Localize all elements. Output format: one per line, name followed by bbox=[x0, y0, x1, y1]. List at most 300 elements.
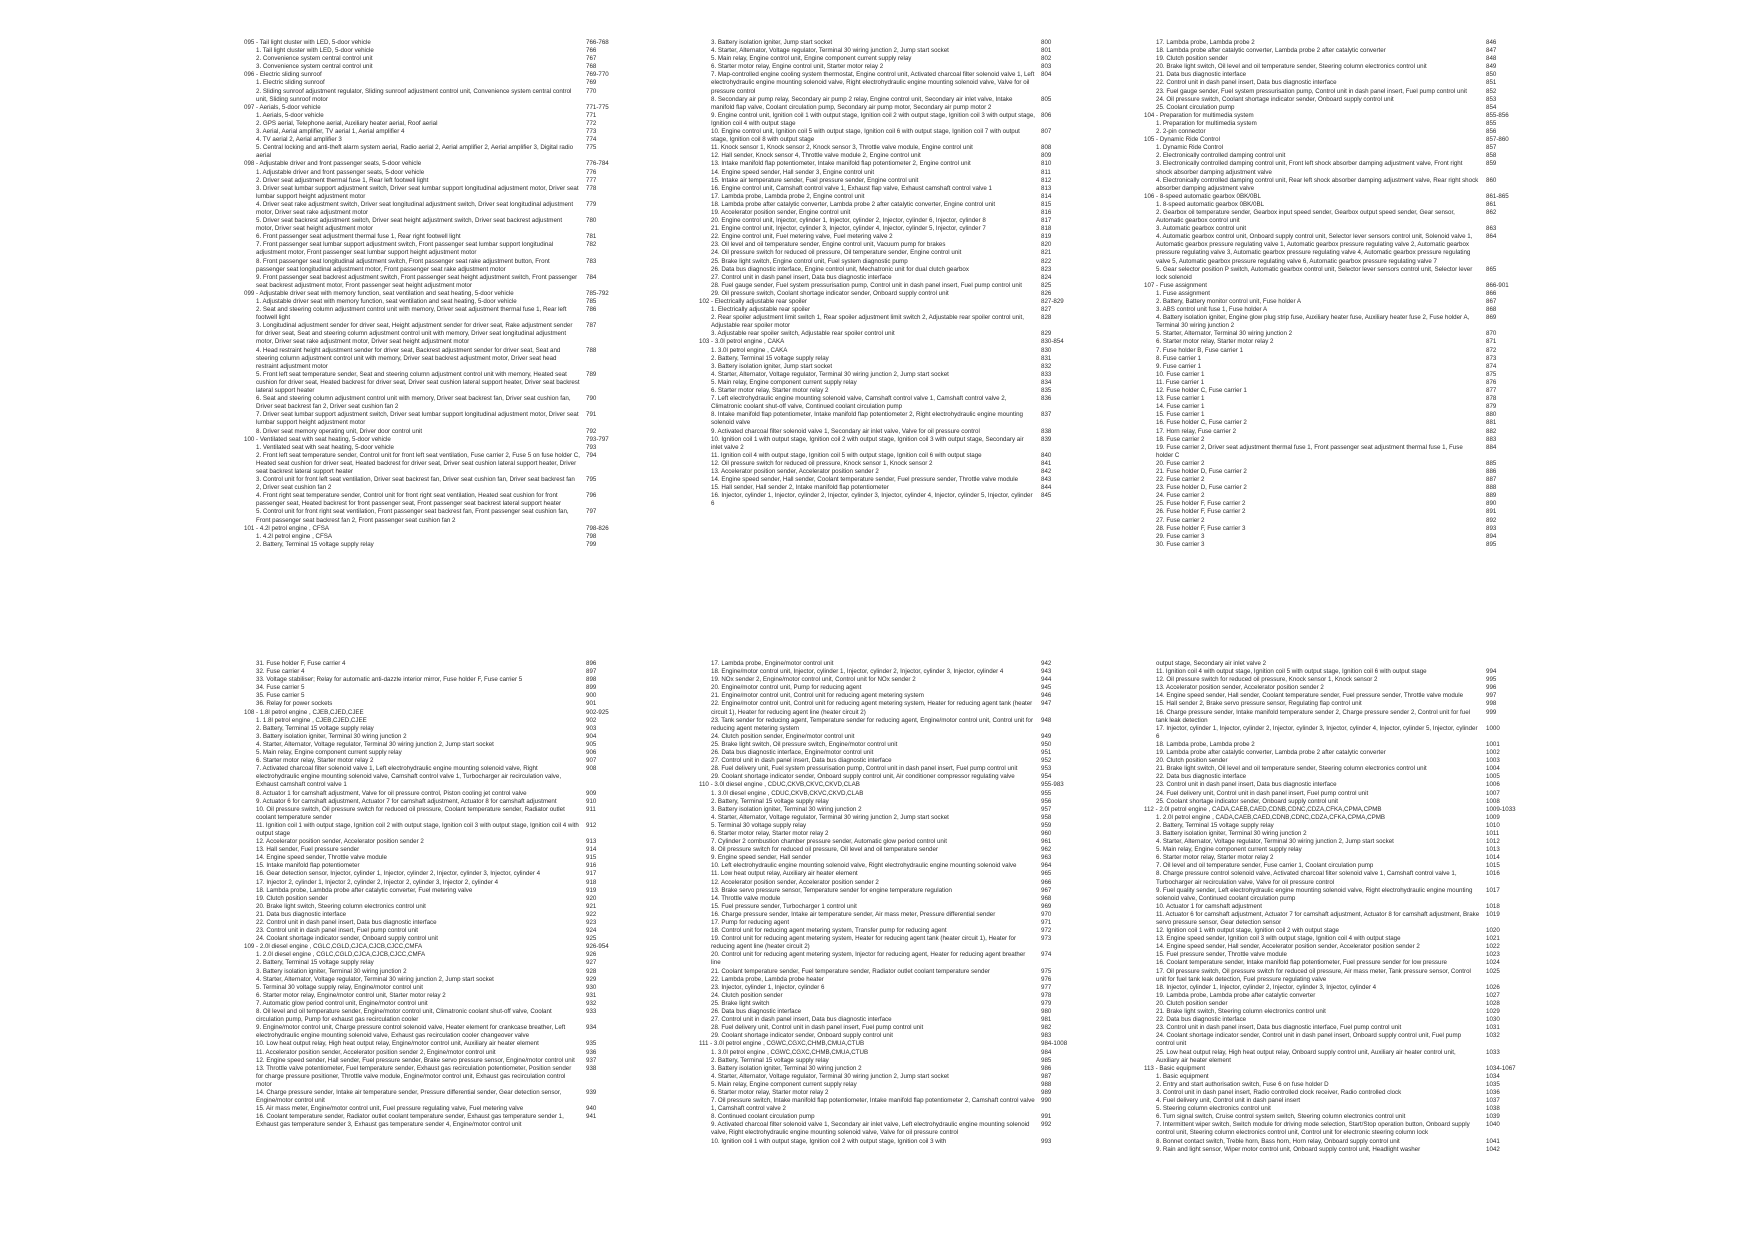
index-column-2 bbox=[699, 39, 1071, 508]
entry-title: 9. Engine/motor control unit, Charge pressure control solenoid valve, Heater element for crankcase breather, Left electrohydraulic engine mounting solenoid valve, Exhaust gas recirculation cooler changeover valve bbox=[256, 1024, 566, 1040]
entry-title: 25. Coolant shortage indicator sender, Onboard supply control unit bbox=[1156, 797, 1338, 805]
page-number: 985 bbox=[1041, 1056, 1052, 1064]
index-entry-row bbox=[244, 63, 616, 71]
entry-title: 34. Fuse carrier 5 bbox=[256, 684, 305, 692]
index-entry-row bbox=[699, 241, 1071, 249]
page-number: 889 bbox=[1486, 492, 1497, 500]
entry-title: 4. Starter, Alternator, Voltage regulator, Terminal 30 wiring junction 2, Jump start socket bbox=[256, 740, 494, 748]
entry-title: 23. Control unit in dash panel insert, Data bus diagnostic interface bbox=[1156, 781, 1337, 789]
entry-title: 1. Adjustable driver seat with memory function, seat ventilation and seat heating, 5-door vehicle bbox=[256, 298, 517, 305]
index-entry-row bbox=[1144, 63, 1516, 71]
page-number: 833 bbox=[1041, 370, 1052, 378]
page-number: 988 bbox=[1041, 1080, 1052, 1088]
index-entry-row bbox=[244, 765, 616, 789]
entry-title: 1. Electric sliding sunroof bbox=[256, 79, 325, 87]
index-entry-row bbox=[699, 209, 1071, 217]
entry-title: 3. ABS control unit fuse 1, Fuse holder A bbox=[1156, 306, 1268, 314]
entry-title: 15. Fuse carrier 1 bbox=[1156, 411, 1205, 419]
entry-title: 19. Clutch position sender bbox=[256, 894, 328, 902]
index-entry-row bbox=[1144, 765, 1516, 773]
entry-title: 4. Starter, Alternator, Voltage regulator, Terminal 30 wiring junction 2, Jump start socket bbox=[711, 370, 949, 378]
index-entry-row bbox=[1144, 1113, 1516, 1121]
entry-title: 3. Battery isolation igniter, Jump start socket bbox=[711, 39, 833, 46]
entry-title: 29. Coolant shortage indicator sender, Onboard supply control unit bbox=[711, 1032, 893, 1040]
index-entry-row bbox=[1144, 88, 1516, 96]
index-entry-row bbox=[244, 1089, 616, 1105]
page-number: 768 bbox=[586, 63, 597, 71]
page-number: 794 bbox=[586, 451, 597, 459]
entry-title: 4. Driver seat rake adjustment switch, Driver seat longitudinal adjustment switch, Driver seat longitudinal adjustment motor, Driver seat rake adjustment motor bbox=[256, 200, 574, 216]
page-number: 769 bbox=[586, 79, 597, 87]
index-entry-row bbox=[244, 258, 616, 274]
index-entry-row bbox=[244, 992, 616, 1000]
page-number: 927 bbox=[586, 959, 597, 967]
page-number: 800 bbox=[1041, 39, 1052, 46]
index-entry-row bbox=[1144, 436, 1516, 444]
index-entry-row bbox=[699, 249, 1071, 257]
page-number: 770 bbox=[586, 87, 597, 95]
page-number: 1019 bbox=[1486, 910, 1500, 918]
section-title: 106 - 8-speed automatic gearbox 0BK/0BL bbox=[1144, 192, 1261, 200]
page-number: 899 bbox=[586, 684, 597, 692]
page-number: 996 bbox=[1486, 684, 1497, 692]
entry-title: 28. Fuel delivery unit, Fuel system pressurisation pump, Control unit in dash panel insert, Fuel pump control unit bbox=[711, 765, 1018, 773]
page-number: 938 bbox=[586, 1064, 597, 1072]
entry-title: 27. Control unit in dash panel insert, Data bus diagnostic interface bbox=[711, 1016, 892, 1024]
index-entry-row bbox=[1144, 387, 1516, 395]
entry-title: 11. Fuse carrier 1 bbox=[1156, 378, 1205, 386]
entry-title: 25. Low heat output relay, High heat output relay, Onboard supply control unit, Auxiliary air heater control unit, Auxiliary air heater element bbox=[1156, 1048, 1456, 1064]
index-entry-row bbox=[1144, 854, 1516, 862]
entry-title: 20. Brake light switch, Steering column electronics control unit bbox=[256, 902, 426, 910]
index-entry-row bbox=[244, 306, 616, 322]
page-number: 944 bbox=[1041, 676, 1052, 684]
page-number: 857-860 bbox=[1486, 136, 1509, 144]
index-entry-row bbox=[699, 1024, 1071, 1032]
section-title: 105 - Dynamic Ride Control bbox=[1144, 136, 1220, 144]
index-entry-row bbox=[1144, 533, 1516, 541]
section-heading-row bbox=[1144, 112, 1516, 120]
page-number: 999 bbox=[1486, 708, 1497, 716]
entry-title: 20. Brake light switch, Oil level and oil temperature sender, Steering column electronics control unit bbox=[1156, 63, 1427, 71]
index-entry-row bbox=[244, 533, 616, 541]
entry-title: 33. Voltage stabiliser; Relay for automatic anti-dazzle interior mirror, Fuse holder F, Fuse carrier 5 bbox=[256, 676, 523, 684]
entry-title: 12. Hall sender, Knock sensor 4, Throttle valve module 2, Engine control unit bbox=[711, 152, 921, 160]
page-number: 1030 bbox=[1486, 1016, 1500, 1024]
index-entry-row bbox=[1144, 1073, 1516, 1081]
page-number: 894 bbox=[1486, 532, 1497, 540]
page-number: 892 bbox=[1486, 516, 1497, 524]
index-entry-row bbox=[1144, 314, 1516, 330]
entry-title: 7. Activated charcoal filter solenoid valve 1, Left electrohydraulic engine mounting solenoid valve, Right electrohydraulic engine mounting solenoid valve, Camshaft control valve 1, Turbocharger air recirculation valve, Exhaust camshaft control valve 1 bbox=[256, 765, 562, 789]
page-number: 828 bbox=[1041, 314, 1052, 322]
index-entry-row bbox=[244, 895, 616, 903]
index-entry-row bbox=[1144, 419, 1516, 427]
page-number: 865 bbox=[1486, 265, 1497, 273]
index-entry-row bbox=[699, 668, 1071, 676]
entry-title: 4. Electronically controlled damping control unit, Rear left shock absorber damping adjustment valve, Rear right shock absorber damping adjustment valve bbox=[1156, 176, 1479, 192]
entry-title: 5. Front left seat temperature sender, Seat and steering column adjustment control unit with memory, Heated seat cushion for driver seat, Heated backrest for driver seat, Driver seat cushion lateral support heater, Driver seat backrest lateral support heater bbox=[256, 370, 580, 395]
entry-title: 3. Longitudinal adjustment sender for driver seat, Height adjustment sender for driver seat, Rake adjustment sender for driver seat, Seat and steering column adjustment control unit with memory, Driver seat longitudinal adjustment motor, Driver seat rake adjustment motor, Driver seat height adjustment motor bbox=[256, 322, 573, 346]
entry-title: 26. Data bus diagnostic interface, Engine control unit, Mechatronic unit for dual clutch gearbox bbox=[711, 265, 969, 273]
index-entry-row bbox=[1144, 71, 1516, 79]
page-number: 1012 bbox=[1486, 838, 1500, 846]
index-entry-row bbox=[699, 160, 1071, 168]
index-entry-row bbox=[244, 177, 616, 185]
entry-title: 3. Driver seat lumbar support adjustment switch, Driver seat lumbar support longitudinal adjustment motor, Driver seat lumbar support height adjustment motor bbox=[256, 184, 579, 200]
index-entry-row bbox=[699, 806, 1071, 814]
index-entry-row bbox=[244, 444, 616, 452]
page-number: 951 bbox=[1041, 749, 1052, 757]
page-number: 952 bbox=[1041, 757, 1052, 765]
page-number: 886 bbox=[1486, 467, 1497, 475]
index-entry-row bbox=[244, 919, 616, 927]
index-entry-row bbox=[699, 128, 1071, 144]
index-entry-row bbox=[1144, 177, 1516, 193]
index-entry-row bbox=[699, 266, 1071, 274]
page-number: 857 bbox=[1486, 144, 1497, 152]
index-entry-row bbox=[699, 660, 1071, 668]
entry-title: 30. Fuse carrier 3 bbox=[1156, 540, 1205, 548]
page-number: 893 bbox=[1486, 524, 1497, 532]
index-entry-row bbox=[1144, 517, 1516, 525]
page-number: 877 bbox=[1486, 387, 1497, 395]
index-entry-row bbox=[699, 684, 1071, 692]
page-number: 1005 bbox=[1486, 773, 1500, 781]
index-entry-row bbox=[244, 903, 616, 911]
index-entry-row bbox=[244, 749, 616, 757]
entry-title: 7. Cylinder 2 combustion chamber pressure sender, Automatic glow period control unit bbox=[711, 838, 947, 846]
index-entry-row bbox=[1144, 541, 1516, 549]
index-entry-row bbox=[699, 314, 1071, 330]
page-number: 852 bbox=[1486, 87, 1497, 95]
entry-title: 7. Intermittent wiper switch, Switch module for driving mode selection, Start/Stop operation button, Onboard supply control unit, Steering column electronics control unit, Control unit for electronic steering column lock bbox=[1156, 1121, 1470, 1137]
page-number: 780 bbox=[586, 217, 597, 225]
index-entry-row bbox=[1144, 887, 1516, 903]
entry-title: 13. Intake manifold flap potentiometer, Intake manifold flap potentiometer 2, Engine control unit bbox=[711, 160, 971, 168]
index-entry-row bbox=[244, 951, 616, 959]
entry-title: 4. Starter, Alternator, Voltage regulator, Terminal 30 wiring junction 2, Jump start socket bbox=[711, 813, 949, 821]
index-entry-row bbox=[1144, 355, 1516, 363]
entry-title: 3. Battery isolation igniter, Terminal 30 wiring junction 2 bbox=[711, 1064, 862, 1072]
page-number: 984 bbox=[1041, 1048, 1052, 1056]
entry-title: 1. Preparation for multimedia system bbox=[1156, 119, 1257, 127]
entry-title: 25. Fuse holder F, Fuse carrier 2 bbox=[1156, 500, 1246, 508]
entry-title: 4. Automatic gearbox control unit, Onboard supply control unit, Selector lever sensors control unit, Solenoid valve 1, Automatic gearbox pressure regulating valve 1, Automatic gearbox pressure regulating valve 2, Automatic gearbox pressure regulating valve 3, Automatic gearbox pressure regulating valve 4, Automatic gearbox pressure regulating valve 5, Automatic gearbox pressure regulating valve 6, Automatic gearbox pressure regulating valve 7 bbox=[1156, 233, 1473, 265]
entry-title: 24. Fuel delivery unit, Control unit in dash panel insert, Fuel pump control unit bbox=[1156, 789, 1369, 797]
index-entry-row bbox=[244, 411, 616, 427]
index-entry-row bbox=[699, 112, 1071, 128]
index-column-6 bbox=[1144, 660, 1516, 1154]
page-number: 801 bbox=[1041, 47, 1052, 55]
index-entry-row bbox=[1144, 96, 1516, 104]
entry-title: 23. Fuse holder D, Fuse carrier 2 bbox=[1156, 484, 1247, 492]
index-entry-row bbox=[699, 733, 1071, 741]
entry-title: 15. Intake manifold flap potentiometer bbox=[256, 862, 360, 870]
index-entry-row bbox=[244, 144, 616, 160]
page-number: 945 bbox=[1041, 684, 1052, 692]
page-number: 913 bbox=[586, 838, 597, 846]
page-number: 948 bbox=[1041, 716, 1052, 724]
page-number: 930 bbox=[586, 983, 597, 991]
page-number: 929 bbox=[586, 975, 597, 983]
index-entry-row bbox=[1144, 444, 1516, 460]
index-entry-row bbox=[1144, 830, 1516, 838]
index-entry-row bbox=[244, 541, 616, 549]
entry-title: 2. 2-pin connector bbox=[1156, 128, 1206, 136]
section-title: 104 - Preparation for multimedia system bbox=[1144, 111, 1254, 119]
entry-title: 5. Main relay, Engine component current supply relay bbox=[1156, 846, 1302, 854]
page-number: 896 bbox=[586, 660, 597, 667]
index-entry-row bbox=[1144, 411, 1516, 419]
page-number: 1027 bbox=[1486, 991, 1500, 999]
entry-title: 3. Convenience system central control unit bbox=[256, 63, 373, 71]
entry-title: 2. Driver seat adjustment thermal fuse 1, Rear left footwell light bbox=[256, 176, 429, 184]
entry-title: 1. Ventilated seat with seat heating, 5-door vehicle bbox=[256, 443, 394, 451]
entry-title: 15. Intake air temperature sender, Fuel pressure sender, Engine control unit bbox=[711, 176, 919, 184]
index-entry-row bbox=[1144, 104, 1516, 112]
entry-title: 9. Fuse carrier 1 bbox=[1156, 362, 1202, 370]
index-entry-row bbox=[699, 387, 1071, 395]
page-number: 906 bbox=[586, 749, 597, 757]
index-entry-row bbox=[1144, 1089, 1516, 1097]
index-entry-row bbox=[699, 992, 1071, 1000]
index-entry-row bbox=[1144, 903, 1516, 911]
page-number: 954 bbox=[1041, 773, 1052, 781]
index-entry-row bbox=[244, 428, 616, 436]
page-number: 972 bbox=[1041, 927, 1052, 935]
index-entry-row bbox=[1144, 935, 1516, 943]
page-number: 792 bbox=[586, 427, 597, 435]
page-number: 907 bbox=[586, 757, 597, 765]
entry-title: 11. Low heat output relay, Auxiliary air heater element bbox=[711, 870, 858, 878]
entry-title: 12. Engine speed sender, Hall sender, Fuel pressure sender, Brake servo pressure sensor, Engine/motor control unit bbox=[256, 1056, 575, 1064]
index-entry-row bbox=[699, 1049, 1071, 1057]
page-number: 821 bbox=[1041, 249, 1052, 257]
index-entry-row bbox=[1144, 395, 1516, 403]
index-entry-row bbox=[699, 765, 1071, 773]
entry-title: 22. Data bus diagnostic interface bbox=[1156, 773, 1247, 781]
page-number: 803 bbox=[1041, 63, 1052, 71]
page-number: 827-829 bbox=[1041, 298, 1064, 305]
index-entry-row bbox=[1144, 508, 1516, 516]
page-number: 939 bbox=[586, 1088, 597, 1096]
index-entry-row bbox=[244, 846, 616, 854]
page-number: 964 bbox=[1041, 862, 1052, 870]
entry-title: 10. Oil pressure switch, Oil pressure switch for reduced oil pressure, Coolant temperature sender, Radiator outlet coolant temperature sender bbox=[256, 805, 565, 821]
entry-title: 23. Oil level and oil temperature sender, Engine control unit, Vacuum pump for brakes bbox=[711, 241, 946, 249]
entry-title: 6. Starter motor relay, Engine control unit, Starter motor relay 2 bbox=[711, 63, 884, 71]
page-number: 943 bbox=[1041, 668, 1052, 676]
entry-title: 13. Accelerator position sender, Accelerator position sender 2 bbox=[711, 467, 879, 475]
entry-title: 23. Control unit in dash panel insert, Fuel pump control unit bbox=[256, 927, 418, 935]
page-number: 890 bbox=[1486, 500, 1497, 508]
page-number: 911 bbox=[586, 805, 596, 813]
index-entry-row bbox=[1144, 911, 1516, 927]
page-number: 923 bbox=[586, 919, 597, 926]
entry-title: 10. Actuator 1 for camshaft adjustment bbox=[1156, 902, 1262, 910]
entry-title: 1. Fuse assignment bbox=[1156, 289, 1210, 297]
entry-title: 5. Starter, Alternator, Terminal 30 wiring junction 2 bbox=[1156, 330, 1293, 338]
page-number: 947 bbox=[1041, 700, 1052, 708]
page-number: 914 bbox=[586, 846, 597, 854]
page-number: 912 bbox=[586, 821, 597, 829]
entry-title: 25. Brake light switch, Engine control unit, Fuel system diagnostic pump bbox=[711, 257, 908, 265]
index-entry-row bbox=[244, 169, 616, 177]
page-number: 1039 bbox=[1486, 1113, 1500, 1121]
entry-title: 6. Starter motor relay, Starter motor relay 2 bbox=[1156, 854, 1274, 862]
page-number: 813 bbox=[1041, 184, 1052, 192]
page-number: 921 bbox=[586, 902, 597, 910]
section-title: 112 - 2.0l petrol engine , CADA,CAEB,CAED,CDNB,CDNC,CDZA,CFKA,CPMA,CPMB bbox=[1144, 805, 1382, 813]
index-entry-row bbox=[244, 128, 616, 136]
entry-title: 9. Actuator 6 for camshaft adjustment, Actuator 7 for camshaft adjustment, Actuator 8 for camshaft adjustment bbox=[256, 797, 557, 805]
index-entry-row bbox=[699, 290, 1071, 298]
entry-title: 18. Injector, cylinder 1, Injector, cylinder 2, Injector, cylinder 3, Injector, cylinder 4 bbox=[1156, 983, 1377, 991]
index-entry-row bbox=[699, 371, 1071, 379]
page-number: 941 bbox=[586, 1113, 597, 1121]
entry-title: 8. Driver seat memory operating unit, Driver door control unit bbox=[256, 427, 423, 435]
page-number: 926 bbox=[586, 951, 597, 959]
entry-title: 12. Accelerator position sender, Accelerator position sender 2 bbox=[256, 838, 424, 846]
page-number: 788 bbox=[586, 346, 597, 354]
index-entry-row bbox=[699, 193, 1071, 201]
entry-title: 29. Fuse carrier 3 bbox=[1156, 532, 1205, 540]
page-number: 795 bbox=[586, 476, 597, 484]
page-number: 977 bbox=[1041, 983, 1052, 991]
entry-title: 1. 4.2l petrol engine , CFSA bbox=[256, 532, 333, 540]
entry-title: 18. Engine/motor control unit, Injector, cylinder 1, Injector, cylinder 2, Injector, cylinder 3, Injector, cylinder 4 bbox=[711, 668, 1004, 676]
index-entry-row bbox=[244, 371, 616, 395]
page-number: 918 bbox=[586, 878, 597, 886]
index-entry-row bbox=[1144, 1138, 1516, 1146]
entry-title: 11. Accelerator position sender, Accelerator position sender 2, Engine/motor control unit bbox=[256, 1048, 496, 1056]
page-number: 818 bbox=[1041, 225, 1052, 233]
entry-title: 28. Fuel delivery unit, Control unit in dash panel insert, Fuel pump control unit bbox=[711, 1024, 924, 1032]
page-number: 904 bbox=[586, 732, 597, 740]
index-entry-row bbox=[244, 870, 616, 878]
entry-title: 18. Lambda probe after catalytic converter, Lambda probe 2 after catalytic converter, Engine control unit bbox=[711, 200, 996, 208]
entry-title: 8. Secondary air pump relay, Secondary air pump 2 relay, Engine control unit, Secondary air inlet valve, Intake manifold flap valve, Coolant circulation pump, Secondary air pump motor, Secondary air pump motor 2 bbox=[711, 95, 1013, 111]
page-number: 1041 bbox=[1486, 1137, 1500, 1145]
index-entry-row bbox=[699, 355, 1071, 363]
entry-title: 23. Injector, cylinder 1, Injector, cylinder 6 bbox=[711, 983, 825, 991]
page-number: 845 bbox=[1041, 492, 1052, 500]
index-entry-row bbox=[244, 112, 616, 120]
page-number: 955 bbox=[1041, 789, 1052, 797]
page-number: 837 bbox=[1041, 411, 1052, 419]
section-heading-row bbox=[244, 290, 616, 298]
section-title: 111 - 3.0l petrol engine , CGWC,CGXC,CHMB,CMUA,CTUB bbox=[699, 1040, 865, 1048]
page-number: 814 bbox=[1041, 192, 1052, 200]
page-number: 834 bbox=[1041, 378, 1052, 386]
page-number: 868 bbox=[1486, 306, 1497, 314]
page-number: 860 bbox=[1486, 176, 1497, 184]
entry-title: 8. Actuator 1 for camshaft adjustment, Valve for oil pressure control, Piston cooling jet control valve bbox=[256, 789, 527, 797]
index-entry-row bbox=[1144, 725, 1516, 741]
page-number: 946 bbox=[1041, 692, 1052, 700]
index-entry-row bbox=[1144, 1049, 1516, 1065]
entry-title: 5. Main relay, Engine component current supply relay bbox=[256, 749, 402, 757]
page-number: 915 bbox=[586, 854, 597, 862]
entry-title: 20. Control unit for reducing agent metering system, Injector for reducing agent, Heater for reducing agent breather line bbox=[711, 951, 1026, 967]
page-number: 1010 bbox=[1486, 821, 1500, 829]
page-number: 867 bbox=[1486, 298, 1497, 305]
page-number: 961 bbox=[1041, 838, 1052, 846]
index-entry-row bbox=[1144, 209, 1516, 225]
index-entry-row bbox=[1144, 476, 1516, 484]
page-number: 881 bbox=[1486, 419, 1497, 427]
entry-title: 18. Lambda probe after catalytic converter, Lambda probe 2 after catalytic converter bbox=[1156, 47, 1386, 55]
page-number: 891 bbox=[1486, 508, 1497, 516]
page-number: 775 bbox=[586, 144, 597, 152]
page-number: 885 bbox=[1486, 459, 1497, 467]
index-entry-row bbox=[1144, 225, 1516, 233]
page-number: 993 bbox=[1041, 1137, 1052, 1145]
page-number: 840 bbox=[1041, 451, 1052, 459]
index-entry-row bbox=[699, 935, 1071, 951]
page-number: 982 bbox=[1041, 1024, 1052, 1032]
page-number: 969 bbox=[1041, 902, 1052, 910]
index-entry-row bbox=[244, 806, 616, 822]
page-number: 986 bbox=[1041, 1064, 1052, 1072]
page-number: 984-1008 bbox=[1041, 1040, 1068, 1048]
entry-title: 3. Automatic gearbox control unit bbox=[1156, 225, 1247, 233]
page-number: 861 bbox=[1486, 200, 1497, 208]
page-number: 838 bbox=[1041, 427, 1052, 435]
page-number: 882 bbox=[1486, 427, 1497, 435]
page-number: 786 bbox=[586, 306, 597, 314]
page-number: 897 bbox=[586, 668, 597, 676]
entry-title: 16. Charge pressure sender, Intake air temperature sender, Air mass meter, Pressure differential sender bbox=[711, 910, 996, 918]
page-number: 769-770 bbox=[586, 71, 609, 79]
entry-title: 2. GPS aerial, Telephone aerial, Auxiliary heater aerial, Roof aerial bbox=[256, 119, 438, 127]
entry-title: 2. Rear spoiler adjustment limit switch 1, Rear spoiler adjustment limit switch 2, Adjustable rear spoiler control unit, Adjustable rear spoiler motor bbox=[711, 314, 1024, 330]
entry-title: 6. Front passenger seat adjustment thermal fuse 1, Rear right footwell light bbox=[256, 233, 461, 241]
page-number: 989 bbox=[1041, 1088, 1052, 1096]
entry-title: 7. Left electrohydraulic engine mounting solenoid valve, Camshaft control valve 1, Camshaft control valve 2, Climatronic coolant shut-off valve, Continued coolant circulation pump bbox=[711, 395, 1007, 411]
section-title: 097 - Aerials, 5-door vehicle bbox=[244, 103, 321, 111]
index-entry-row bbox=[244, 757, 616, 765]
entry-title: 2. Battery, Terminal 15 voltage supply relay bbox=[711, 1056, 829, 1064]
page-number: 884 bbox=[1486, 443, 1497, 451]
entry-title: 15. Hall sender 2, Brake servo pressure sensor, Regulating flap control unit bbox=[1156, 700, 1362, 708]
entry-title: 4. Starter, Alternator, Voltage regulator, Terminal 30 wiring junction 2, Jump start socket bbox=[1156, 838, 1394, 846]
index-entry-row bbox=[1144, 1008, 1516, 1016]
page-number: 819 bbox=[1041, 233, 1052, 241]
page-number: 898 bbox=[586, 676, 597, 684]
index-entry-row bbox=[1144, 1097, 1516, 1105]
index-entry-row bbox=[699, 152, 1071, 160]
page-number: 836 bbox=[1041, 395, 1052, 403]
entry-title: 2. Battery, Terminal 15 voltage supply relay bbox=[1156, 821, 1274, 829]
page-number: 827 bbox=[1041, 306, 1052, 314]
index-entry-row bbox=[244, 692, 616, 700]
entry-title: 3. Electronically controlled damping control unit, Front left shock absorber damping adjustment valve, Front right shock absorber damping adjustment valve bbox=[1156, 160, 1463, 176]
page-number: 973 bbox=[1041, 935, 1052, 943]
page-number: 876 bbox=[1486, 378, 1497, 386]
entry-title: 24. Clutch position sender bbox=[711, 991, 783, 999]
index-entry-row bbox=[1144, 943, 1516, 951]
section-heading-row bbox=[1144, 1065, 1516, 1073]
index-entry-row bbox=[244, 741, 616, 749]
page-number: 928 bbox=[586, 967, 597, 975]
page-number: 799 bbox=[586, 540, 597, 548]
index-entry-row bbox=[244, 274, 616, 290]
index-entry-row bbox=[244, 862, 616, 870]
index-entry-row bbox=[699, 757, 1071, 765]
page-number: 1020 bbox=[1486, 927, 1500, 935]
